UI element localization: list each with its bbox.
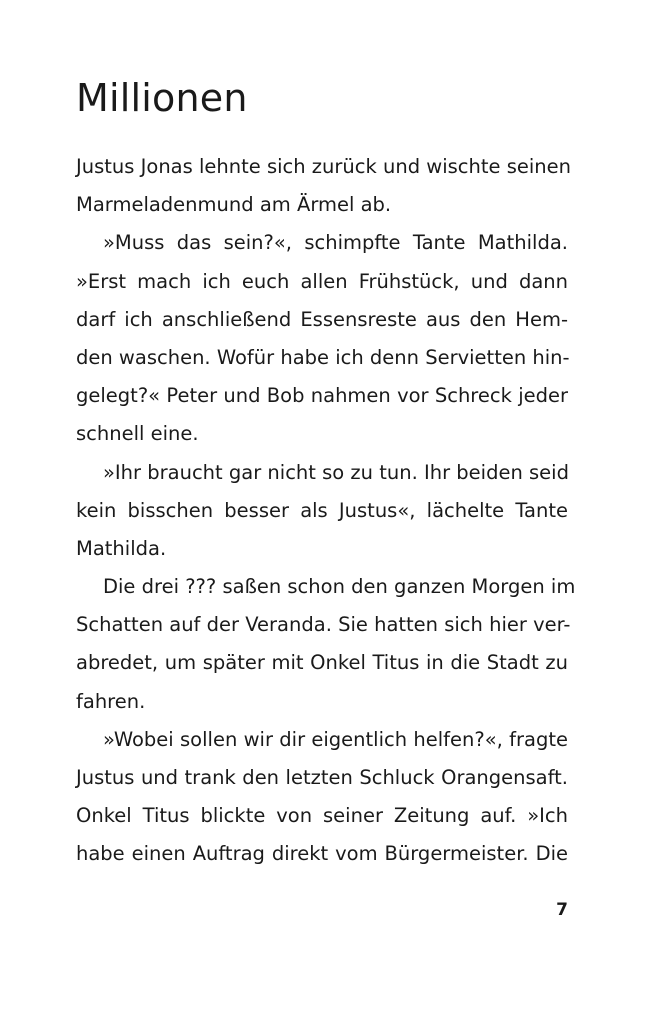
- text-line: Onkel Titus blickte von seiner Zeitung auf. »Ich: [76, 804, 568, 828]
- text-line: »Erst mach ich euch allen Frühstück, und dann: [76, 269, 568, 293]
- text-line: Justus Jonas lehnte sich zurück und wischte seinen: [76, 155, 572, 178]
- text-line: den waschen. Wofür habe ich denn Servietten hin-: [76, 345, 570, 369]
- text-line: »Muss das sein?«, schimpfte Tante Mathilda.: [103, 231, 568, 255]
- text-line: Justus und trank den letzten Schluck Orangensaft.: [76, 766, 568, 789]
- body-text: [76, 148, 576, 874]
- text-line: habe einen Auftrag direkt vom Bürgermeister. Die: [76, 842, 568, 866]
- page-number: 7: [556, 900, 568, 920]
- text-line: schnell eine.: [76, 422, 199, 446]
- text-line: abredet, um später mit Onkel Titus in die Stadt zu: [76, 651, 568, 675]
- text-line: Die drei ??? saßen schon den ganzen Morgen im: [103, 575, 576, 599]
- text-line: »Wobei sollen wir dir eigentlich helfen?«, fragte: [103, 727, 568, 751]
- text-line: Marmeladenmund am Ärmel ab.: [76, 193, 392, 217]
- text-line: gelegt?« Peter und Bob nahmen vor Schreck jeder: [76, 384, 568, 408]
- text-line: kein bisschen besser als Justus«, lächelte Tante: [76, 498, 568, 522]
- text-line: »Ihr braucht gar nicht so zu tun. Ihr beiden seid: [103, 460, 569, 484]
- text-line: fahren.: [76, 689, 146, 713]
- text-line: Mathilda.: [76, 536, 167, 560]
- chapter-title: Millionen: [76, 76, 248, 120]
- text-line: darf ich anschließend Essensreste aus den Hem-: [76, 307, 568, 331]
- text-line: Schatten auf der Veranda. Sie hatten sich hier ver-: [76, 613, 571, 637]
